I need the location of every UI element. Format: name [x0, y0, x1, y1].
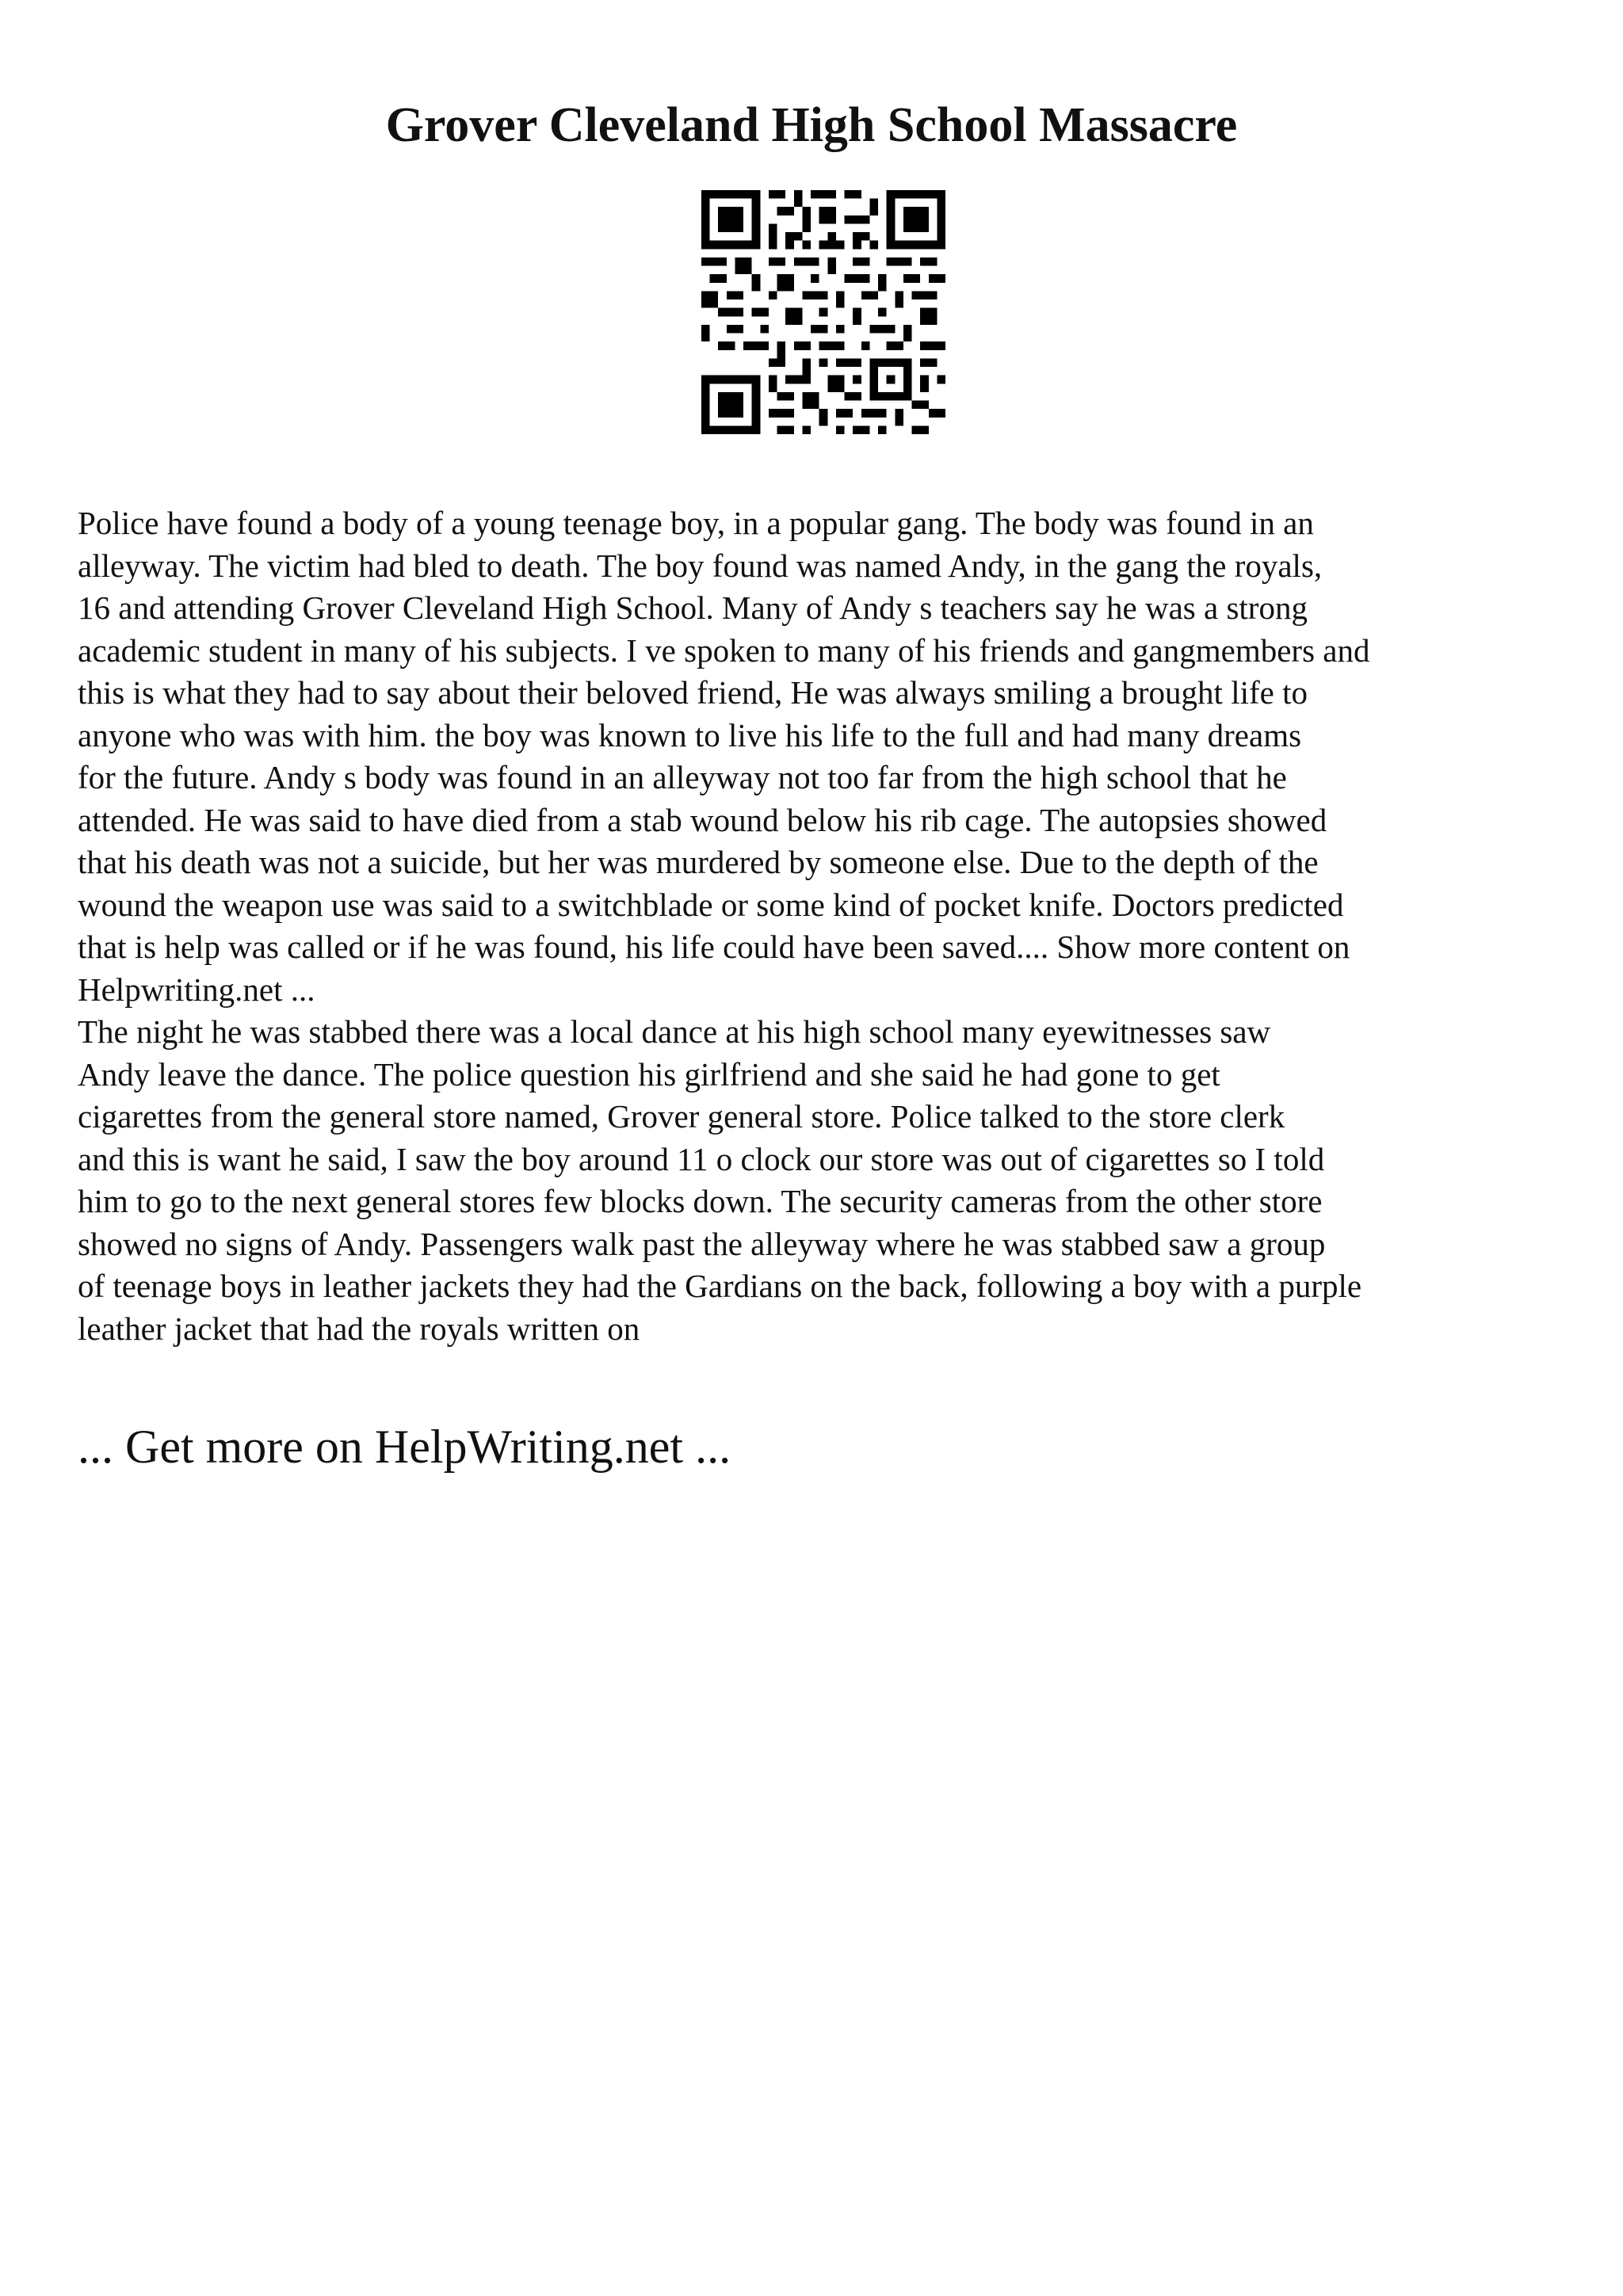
body-line: that is help was called or if he was found, his life could have been saved.... Show more content on: [78, 929, 1350, 965]
body-line: 16 and attending Grover Cleveland High School. Many of Andy s teachers say he was a strong: [78, 589, 1308, 626]
document-title: Grover Cleveland High School Massacre: [385, 98, 1238, 152]
body-line: Andy leave the dance. The police question his girlfriend and she said he had gone to get: [78, 1055, 1220, 1093]
body-line: him to go to the next general stores few blocks down. The security cameras from the other store: [78, 1183, 1323, 1219]
body-line: showed no signs of Andy. Passengers walk past the alleyway where he was stabbed saw a group: [78, 1225, 1326, 1262]
body-line: wound the weapon use was said to a switchblade or some kind of pocket knife. Doctors predicted: [78, 886, 1344, 923]
body-line: attended. He was said to have died from a stab wound below his rib cage. The autopsies showed: [78, 801, 1327, 838]
qr-code-graphic: [701, 190, 945, 434]
get-more-link[interactable]: ... Get more on HelpWriting.net ...: [78, 1421, 731, 1473]
body-line: Helpwriting.net ...: [78, 971, 315, 1008]
qr-code: [701, 190, 945, 434]
body-line: for the future. Andy s body was found in an alleyway not too far from the high school that he: [78, 759, 1287, 795]
body-line: that his death was not a suicide, but her was murdered by someone else. Due to the depth of the: [78, 844, 1319, 880]
body-line: and this is want he said, I saw the boy around 11 o clock our store was out of cigarettes so I told: [78, 1140, 1325, 1177]
body-line: cigarettes from the general store named, Grover general store. Police talked to the store clerk: [78, 1098, 1285, 1135]
body-line: alleyway. The victim had bled to death. The boy found was named Andy, in the gang the royals,: [78, 547, 1323, 584]
body-line: Police have found a body of a young teenage boy, in a popular gang. The body was found in an: [78, 505, 1314, 541]
body-line: leather jacket that had the royals written on: [78, 1310, 640, 1347]
article-body: [78, 502, 1568, 1350]
body-line: this is what they had to say about their beloved friend, He was always smiling a brought life to: [78, 674, 1308, 711]
body-line: academic student in many of his subjects. I ve spoken to many of his friends and gangmembers and: [78, 631, 1370, 669]
body-line: of teenage boys in leather jackets they had the Gardians on the back, following a boy with a purple: [78, 1268, 1362, 1304]
body-line: The night he was stabbed there was a local dance at his high school many eyewitnesses saw: [78, 1013, 1271, 1050]
body-line: anyone who was with him. the boy was known to live his life to the full and had many dreams: [78, 716, 1302, 753]
